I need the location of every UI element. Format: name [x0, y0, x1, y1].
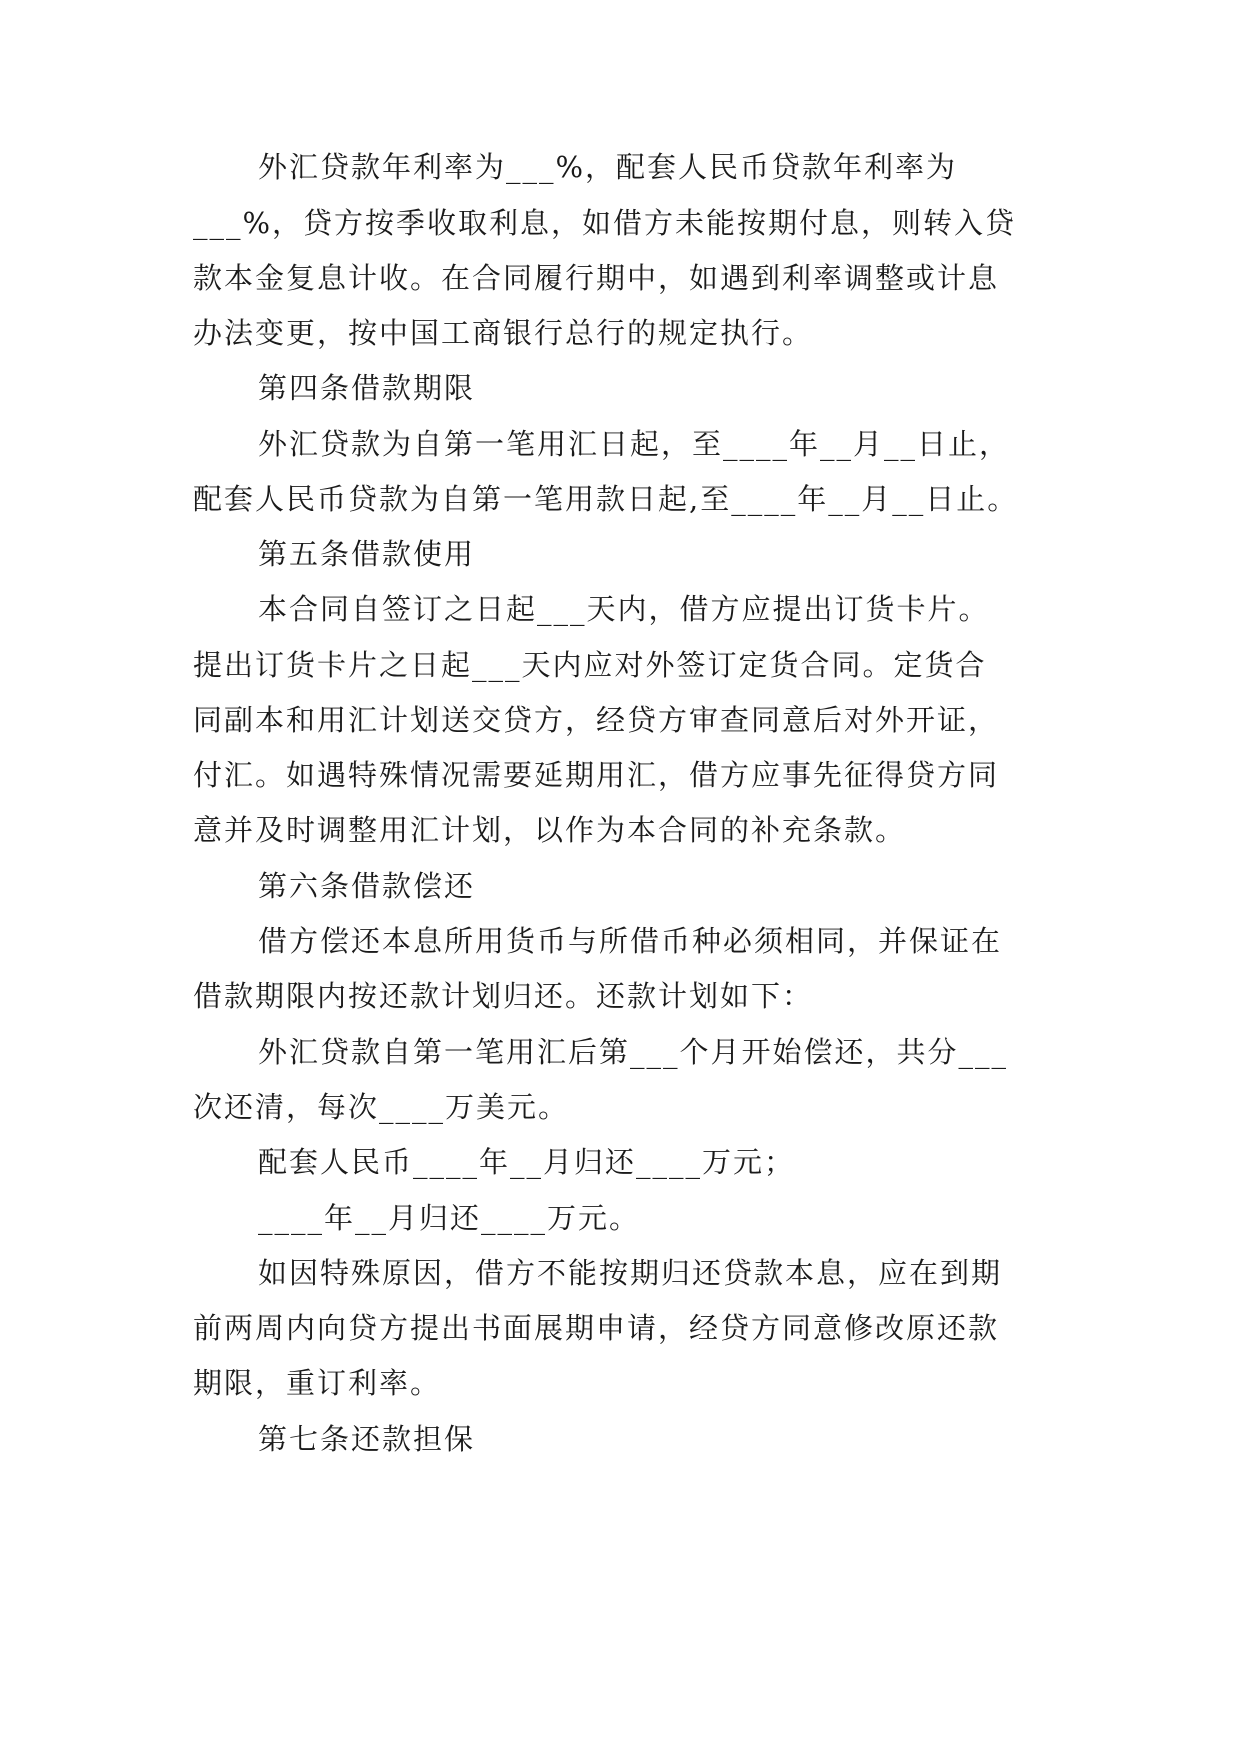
article-heading: 第五条借款使用 — [258, 537, 476, 571]
paragraph-line: 如因特殊原因，借方不能按期归还贷款本息，应在到期 — [258, 1256, 1003, 1290]
paragraph-line: 本合同自签订之日起___天内，借方应提出订货卡片。 — [258, 592, 990, 626]
paragraph-line: 办法变更，按中国工商银行总行的规定执行。 — [193, 316, 814, 350]
paragraph-line: 前两周内向贷方提出书面展期申请，经贷方同意修改原还款 — [193, 1311, 1000, 1345]
paragraph-line: 次还清，每次____万美元。 — [193, 1090, 570, 1124]
paragraph-line: 期限，重订利率。 — [193, 1366, 442, 1400]
article-heading: 第七条还款担保 — [258, 1422, 476, 1456]
article-heading: 第六条借款偿还 — [258, 869, 476, 903]
paragraph-line: 借方偿还本息所用货币与所借币种必须相同，并保证在 — [258, 924, 1003, 958]
paragraph-line: 外汇贷款年利率为___%，配套人民币贷款年利率为 — [258, 150, 958, 184]
paragraph-line: 外汇贷款为自第一笔用汇日起，至____年__月__日止， — [258, 427, 1011, 461]
paragraph-line: 同副本和用汇计划送交贷方，经贷方审查同意后对外开证， — [193, 703, 1000, 737]
paragraph-line: 配套人民币贷款为自第一笔用款日起,至____年__月__日止。 — [193, 482, 1019, 516]
paragraph-line: 款本金复息计收。在合同履行期中，如遇到利率调整或计息 — [193, 261, 1000, 295]
paragraph-line: 借款期限内按还款计划归还。还款计划如下： — [193, 979, 814, 1013]
paragraph-line: 配套人民币____年__月归还____万元； — [258, 1145, 796, 1179]
article-heading: 第四条借款期限 — [258, 371, 476, 405]
paragraph-line: ____年__月归还____万元。 — [258, 1201, 641, 1235]
paragraph-line: 付汇。如遇特殊情况需要延期用汇，借方应事先征得贷方同 — [193, 758, 1000, 792]
paragraph-line: 外汇贷款自第一笔用汇后第___个月开始偿还，共分___ — [258, 1035, 1009, 1069]
paragraph-line: 提出订货卡片之日起___天内应对外签订定货合同。定货合 — [193, 648, 987, 682]
paragraph-line: ___%，贷方按季收取利息，如借方未能按期付息，则转入贷 — [193, 206, 1017, 240]
paragraph-line: 意并及时调整用汇计划，以作为本合同的补充条款。 — [193, 813, 907, 847]
